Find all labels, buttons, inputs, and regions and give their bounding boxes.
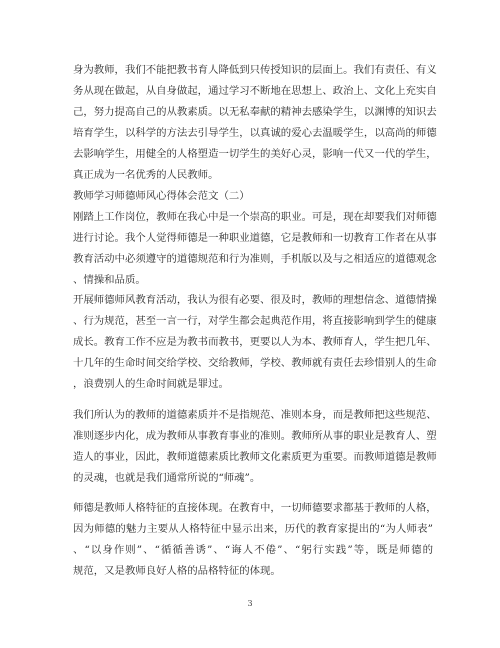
text-line: 真正成为一名优秀的人民教师。 — [73, 169, 219, 181]
text-line: 己，努力提高自己的从教素质。以无私奉献的精神去感染学生，以渊博的知识去 — [73, 106, 437, 118]
paragraph-4 — [73, 405, 437, 489]
text-line: 我们所认为的教师的道德素质并不是指规范、准则本身，而是教师把这些规范、 — [73, 409, 437, 421]
text-line: ，浪费别人的生命时间就是罪过。 — [73, 378, 229, 390]
text-line: 教育活动中必须遵守的道德规范和行为准则，手机版以及与之相适应的道德观念 — [73, 253, 437, 265]
paragraph-5 — [73, 498, 437, 582]
text-line: 身为教师，我们不能把教书育人降低到只传授知识的层面上。我们有责任、有义 — [73, 64, 437, 76]
paragraph-2 — [73, 207, 437, 291]
text-line: 的灵魂，也就是我们通常所说的“师魂”。 — [73, 472, 261, 484]
text-line: 规范，又是教师良好人格的品格特征的体现。 — [73, 565, 281, 577]
text-line: 开展师德师风教育活动，我认为很有必要、很及时，教师的理想信念、道德情操 — [73, 294, 437, 306]
text-line: 因为师德的魅力主要从人格特征中显示出来，历代的教育家提出的“为人师表” — [73, 523, 433, 535]
text-line: 造人的事业，因此，教师道德素质比教师文化素质更为重要。而教师道德是教师 — [73, 451, 437, 463]
text-line: 、情操和品质。 — [73, 274, 146, 286]
text-line: 刚踏上工作岗位，教师在我心中是一个崇高的职业。可是，现在却要我们对师德 — [73, 211, 437, 223]
text-line: 、“以身作则”、“循循善诱”、“诲人不倦”、“躬行实践”等，既是师德的 — [73, 544, 433, 556]
text-line: 、行为规范，甚至一言一行，对学生都会起典范作用，将直接影响到学生的健康 — [73, 315, 437, 327]
text-line: 师德是教师人格特征的直接体现。在教育中，一切师德要求都基于教师的人格， — [73, 502, 437, 514]
text-line: 务从现在做起，从自身做起，通过学习不断地在思想上、政治上、文化上充实自 — [73, 85, 437, 97]
text-line: 成长。教育工作不应是为教书而教书，更要以人为本、教师育人，学生把几年、 — [73, 336, 437, 348]
paragraph-3 — [73, 290, 437, 395]
page-number: 3 — [247, 599, 253, 608]
text-line: 进行讨论。我个人觉得师德是一种职业道德，它是教师和一切教育工作者在从事 — [73, 232, 437, 244]
section-heading: 教师学习师德师风心得体会范文（二） — [73, 190, 250, 202]
text-line: 准则逐步内化，成为教师从事教育事业的准则。教师所从事的职业是教育人、塑 — [73, 430, 437, 442]
text-line: 十几年的生命时间交给学校、交给教师，学校、教师就有责任去珍惜别人的生命 — [73, 357, 437, 369]
text-line: 培育学生，以科学的方法去引导学生，以真诚的爱心去温暖学生，以高尚的师德 — [73, 127, 437, 139]
paragraph-1 — [73, 60, 437, 186]
text-line: 去影响学生，用健全的人格塑造一切学生的美好心灵，影响一代又一代的学生， — [73, 148, 437, 160]
